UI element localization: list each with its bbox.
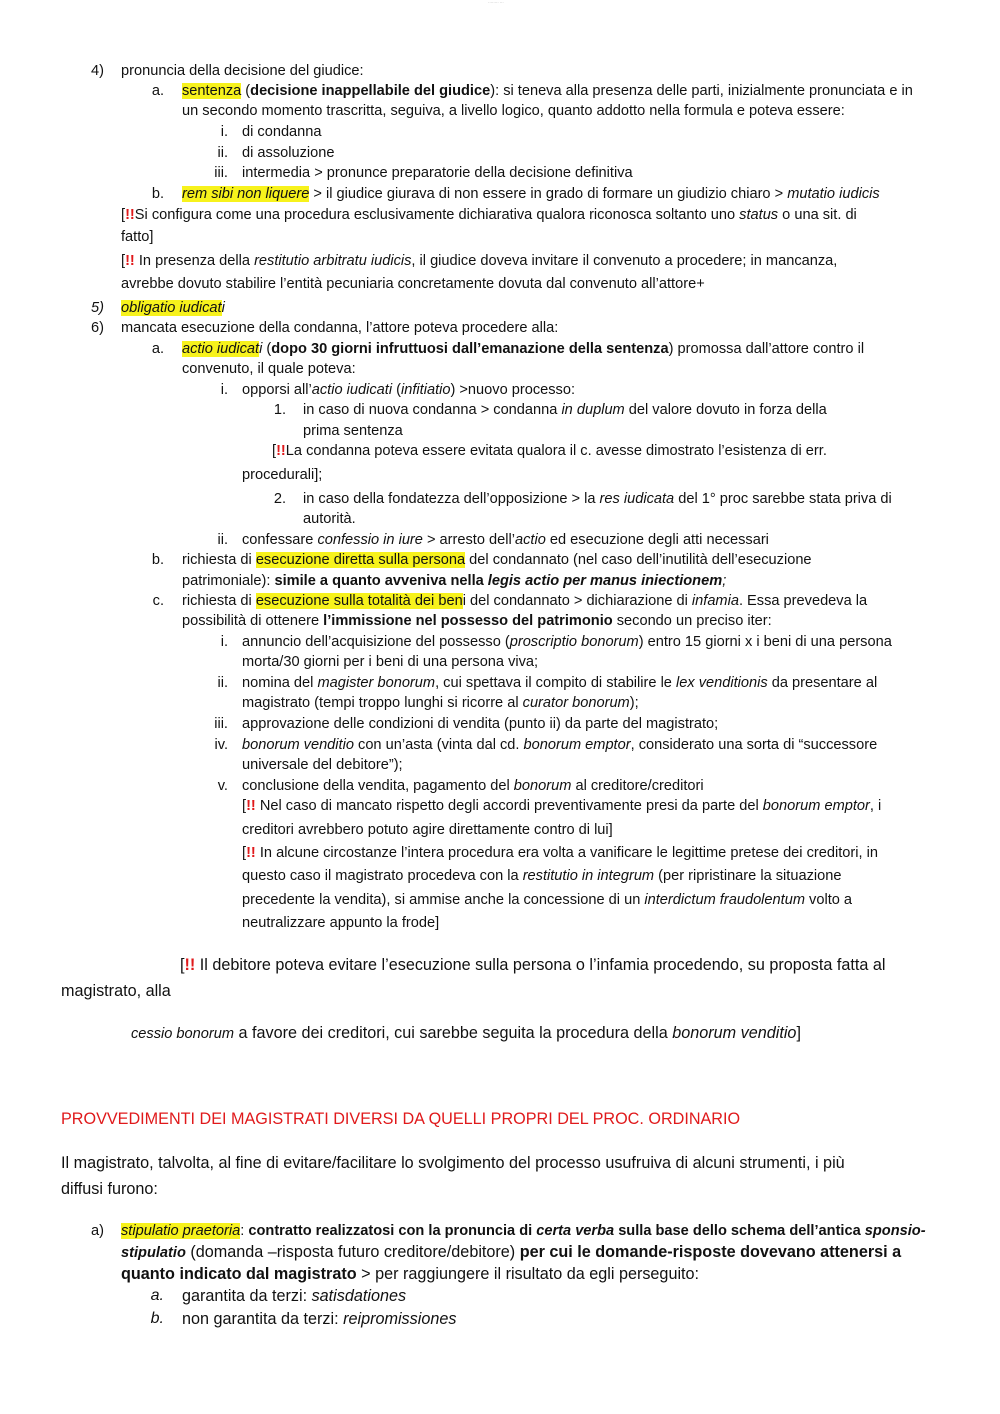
list-item-text (182, 571, 726, 591)
italic-text: ; (722, 573, 727, 589)
text: nomina del (242, 675, 318, 691)
list-item-text (121, 1241, 901, 1264)
italic-text: mutatio iudicis (787, 186, 880, 202)
text: > il giudice giurava di non essere in grado di formare un giudizio chiaro > (309, 186, 788, 202)
bold-text: decisione inappellabile del giudice (250, 83, 491, 99)
text: ( (392, 382, 401, 398)
bracket: [ (242, 845, 247, 861)
text: , considerato una sorta di “successore (630, 737, 878, 753)
note-line (180, 954, 885, 976)
list-item-text (182, 591, 867, 611)
italic-text: satisdationes (311, 1287, 407, 1305)
text: garantita da terzi: (182, 1287, 312, 1305)
exclamation-mark: !! (125, 253, 135, 269)
italic-text: proscriptio bonorum (509, 634, 639, 650)
exclamation-mark: !! (246, 798, 256, 814)
italic-text: bonorum venditio (242, 737, 354, 753)
list-item-text (303, 400, 827, 420)
list-item-text (242, 735, 877, 755)
list-item-text (182, 550, 812, 570)
note-line: neutralizzare appunto la frode] (242, 915, 440, 931)
note-line (272, 441, 827, 461)
note-line: fatto] (121, 229, 154, 245)
text: , i (869, 798, 882, 814)
italic-text: reipromissiones (343, 1310, 457, 1328)
sublist-label: a. (151, 341, 164, 357)
text: . Essa prevedeva la (738, 593, 868, 609)
list-item-text (182, 611, 772, 631)
italic-text: bonorum venditio (672, 1024, 797, 1042)
italic-text: lex venditionis (675, 675, 768, 691)
highlight: sentenza (182, 83, 242, 99)
text: secondo un preciso iter: (612, 613, 772, 629)
highlight: esecuzione sulla totalità dei ben (255, 593, 463, 609)
bold-text: quanto indicato dal magistrato (121, 1265, 357, 1283)
text: ) >nuovo processo: (450, 382, 576, 398)
note-line (242, 796, 881, 816)
bold-text: contratto realizzatosi con la pronuncia di (248, 1223, 537, 1239)
intro-paragraph: Il magistrato, talvolta, al fine di evitare/facilitare lo svolgimento del processo usufruiva di alcuni strumenti, i più (61, 1154, 845, 1172)
list-item-text (303, 489, 892, 509)
list-item-text: di assoluzione (242, 145, 335, 161)
sublist-label: c. (152, 593, 164, 609)
text: possibilità di ottenere (182, 613, 324, 629)
text: Il debitore poteva evitare l’esecuzione sulla persona o l’infamia procedendo, su proposta fatta al (195, 956, 886, 974)
text: del valore dovuto in forza della (624, 402, 827, 418)
italic-text: cessio bonorum (131, 1026, 235, 1042)
highlight: obligatio iudicat (121, 300, 222, 316)
list-item-text: mancata esecuzione della condanna, l’attore poteva procedere alla: (121, 320, 559, 336)
exclamation-mark: !! (125, 207, 135, 223)
text: , il giudice doveva invitare il convenuto a procedere; in mancanza, (411, 253, 838, 269)
bracket: [ (180, 956, 185, 974)
text: del condannato (nel caso dell’inutilità dell’esecuzione (465, 552, 812, 568)
text: Nel caso di mancato rispetto degli accordi preventivamente presi da parte del (255, 798, 763, 814)
sublist-label: b. (151, 186, 164, 202)
highlight: rem sibi non liquere (182, 186, 310, 202)
actio-line-1 (182, 339, 864, 359)
italic-text: curator bonorum (522, 695, 630, 711)
note-line: magistrato, alla (61, 982, 171, 1000)
sublist-label: a. (151, 83, 164, 99)
italic-text: res iudicata (599, 491, 675, 507)
list-item-text (121, 298, 225, 318)
italic-text: actio iudicati (311, 382, 393, 398)
text: , cui spettava il compito di stabilire le (435, 675, 676, 691)
text: richiesta di (182, 552, 256, 568)
italic-text: restitutio arbitratu iudicis (254, 253, 412, 269)
roman-number: i. (220, 382, 228, 398)
text: in caso di nuova condanna > condanna (303, 402, 562, 418)
bold-italic-text: stipulatio (121, 1245, 186, 1261)
text: richiesta di (182, 593, 256, 609)
note-line: procedurali]; (242, 467, 323, 483)
bold-italic-text: legis actio per manus iniectionem (487, 573, 723, 589)
list-item-text (242, 673, 877, 693)
text: : (240, 1223, 249, 1239)
note-line: avrebbe dovuto stabilire l’entità pecuniaria concretamente dovuta dal convenuto all’attore+ (121, 276, 705, 292)
list-item-text: universale del debitore”); (242, 757, 403, 773)
text: La condanna poteva essere evitata qualora il c. avesse dimostrato l’esistenza di err. (285, 443, 827, 459)
text: al creditore/creditori (571, 778, 704, 794)
italic-text: infamia (691, 593, 739, 609)
note-line (242, 843, 878, 863)
list-item-text (182, 1308, 456, 1330)
list-item-text (182, 1285, 406, 1307)
text: da presentare al (767, 675, 878, 691)
text: questo caso il magistrato procedeva con la (242, 868, 523, 884)
header-mark: ········ ··· (488, 0, 504, 5)
text: In presenza della (134, 253, 255, 269)
roman-number: v. (217, 778, 228, 794)
list-item-text: morta/30 giorni per i beni di una persona viva; (242, 654, 539, 670)
sublist-label: a. (150, 1287, 164, 1304)
list-item-text: prima sentenza (303, 423, 403, 439)
list-item-text (242, 776, 704, 796)
list-item-text: pronuncia della decisione del giudice: (121, 63, 364, 79)
italic-text: bonorum emptor (523, 737, 631, 753)
italic-text: in duplum (561, 402, 625, 418)
text: o una sit. di (778, 207, 857, 223)
text: con un’asta (vinta dal cd. (353, 737, 524, 753)
text: magistrato (tempi troppo lunghi si ricorre al (242, 695, 523, 711)
roman-number: i. (220, 634, 228, 650)
text: ] (796, 1024, 801, 1042)
list-number: 4) (91, 63, 104, 79)
list-item-text: autorità. (303, 511, 356, 527)
sublist-label: b. (150, 1310, 164, 1327)
bold-text: l’immissione nel possesso del patrimonio (323, 613, 613, 629)
text: i del condannato > dichiarazione di (462, 593, 692, 609)
roman-number: ii. (217, 145, 228, 161)
bold-italic-text: certa verba (536, 1223, 615, 1239)
text: > per raggiungere il risultato da egli perseguito: (356, 1265, 700, 1283)
roman-number: iii. (214, 716, 228, 732)
note-line (242, 866, 841, 886)
text: i (221, 300, 225, 316)
list-item-text (121, 1263, 699, 1285)
intro-paragraph: diffusi furono: (61, 1180, 158, 1198)
list-item-text (121, 1221, 926, 1241)
italic-text: interdictum fraudolentum (644, 892, 805, 908)
list-item-text (242, 530, 769, 550)
list-item-text (242, 380, 575, 400)
highlight: actio iudicat (182, 341, 260, 357)
text: ): si teneva alla presenza delle parti, inizialmente pronunciata e in (490, 83, 913, 99)
roman-number: iii. (214, 165, 228, 181)
note-line (131, 1022, 801, 1045)
arabic-number: 1. (273, 402, 286, 418)
list-item-text: di condanna (242, 124, 322, 140)
actio-line-2: convenuto, il quale poteva: (182, 361, 356, 377)
text: (domanda –risposta futuro creditore/debitore) (185, 1243, 520, 1261)
text: conclusione della vendita, pagamento del (242, 778, 514, 794)
italic-text: magister bonorum (317, 675, 436, 691)
italic-text: bonorum (513, 778, 572, 794)
bracket: [ (272, 443, 277, 459)
italic-text: status (739, 207, 779, 223)
italic-text: restitutio in integrum (522, 868, 655, 884)
list-item-text (242, 693, 639, 713)
roman-number: i. (220, 124, 228, 140)
text: In alcune circostanze l’intera procedura era volta a vanificare le legittime pretese dei creditori, in (255, 845, 878, 861)
text: precedente la vendita), si ammise anche la concessione di un (242, 892, 645, 908)
list-number: a) (91, 1223, 104, 1239)
text: ) entro 15 giorni x i beni di una persona (638, 634, 892, 650)
italic-text: confessio in iure (317, 532, 423, 548)
bold-text: dopo 30 giorni infruttuosi dall’emanazione della sentenza (271, 341, 669, 357)
text: opporsi all’ (242, 382, 312, 398)
roman-number: iv. (214, 737, 228, 753)
highlight: stipulatio praetoria (121, 1223, 241, 1239)
list-item-text: intermedia > pronunce preparatorie della decisione definitiva (242, 165, 633, 181)
text: non garantita da terzi: (182, 1310, 344, 1328)
text: in caso della fondatezza dell’opposizione > la (303, 491, 600, 507)
section-title: PROVVEDIMENTI DEI MAGISTRATI DIVERSI DA QUELLI PROPRI DEL PROC. ORDINARIO (61, 1110, 741, 1128)
sublist-label: b. (151, 552, 164, 568)
arabic-number: 2. (273, 491, 286, 507)
list-item-text: approvazione delle condizioni di vendita (punto ii) da parte del magistrato; (242, 716, 719, 732)
text: (per ripristinare la situazione (654, 868, 842, 884)
text: Si configura come una procedura esclusivamente dichiarativa qualora riconosca soltanto uno (134, 207, 740, 223)
note-line: creditori avrebbero potuto agire direttamente contro di lui] (242, 822, 613, 838)
italic-text: i (259, 341, 263, 357)
note-line (242, 890, 852, 910)
text: confessare (242, 532, 318, 548)
list-item-text (242, 632, 892, 652)
text: ( (262, 341, 272, 357)
text: ( (241, 83, 251, 99)
rem-sibi-line (182, 184, 880, 204)
sentenza-line-1 (182, 81, 913, 101)
bold-italic-text: sponsio- (864, 1223, 926, 1239)
text: volto a (805, 892, 853, 908)
note-line (121, 251, 837, 271)
exclamation-mark: !! (246, 845, 256, 861)
text: del 1° proc sarebbe stata priva di (674, 491, 892, 507)
text: ed esecuzione degli atti necessari (545, 532, 769, 548)
exclamation-mark: !! (276, 443, 286, 459)
list-number: 6) (91, 320, 104, 336)
text: annuncio dell’acquisizione del possesso ( (242, 634, 510, 650)
bracket: [ (121, 253, 126, 269)
text: patrimoniale): (182, 573, 275, 589)
bold-text: per cui le domande-risposte dovevano attenersi a (519, 1243, 902, 1261)
bracket: [ (121, 207, 126, 223)
italic-text: actio (515, 532, 546, 548)
italic-text: bonorum emptor (762, 798, 870, 814)
roman-number: ii. (217, 675, 228, 691)
exclamation-mark: !! (184, 956, 196, 974)
bold-text: sulla base dello schema dell’antica (614, 1223, 865, 1239)
highlight: esecuzione diretta sulla persona (255, 552, 466, 568)
note-line (121, 205, 857, 225)
text: ) promossa dall’attore contro il (668, 341, 865, 357)
bracket: [ (242, 798, 247, 814)
text: a favore dei creditori, cui sarebbe seguita la procedura della (234, 1024, 673, 1042)
list-number: 5) (91, 300, 104, 316)
bold-text: simile a quanto avveniva nella (274, 573, 488, 589)
italic-text: infitiatio (401, 382, 451, 398)
text: ); (629, 695, 639, 711)
sentenza-line-2: un secondo momento trascritta, seguiva, a livello logico, quanto addotto nella formula e poteva essere: (182, 103, 845, 119)
text: > arresto dell’ (422, 532, 515, 548)
roman-number: ii. (217, 532, 228, 548)
